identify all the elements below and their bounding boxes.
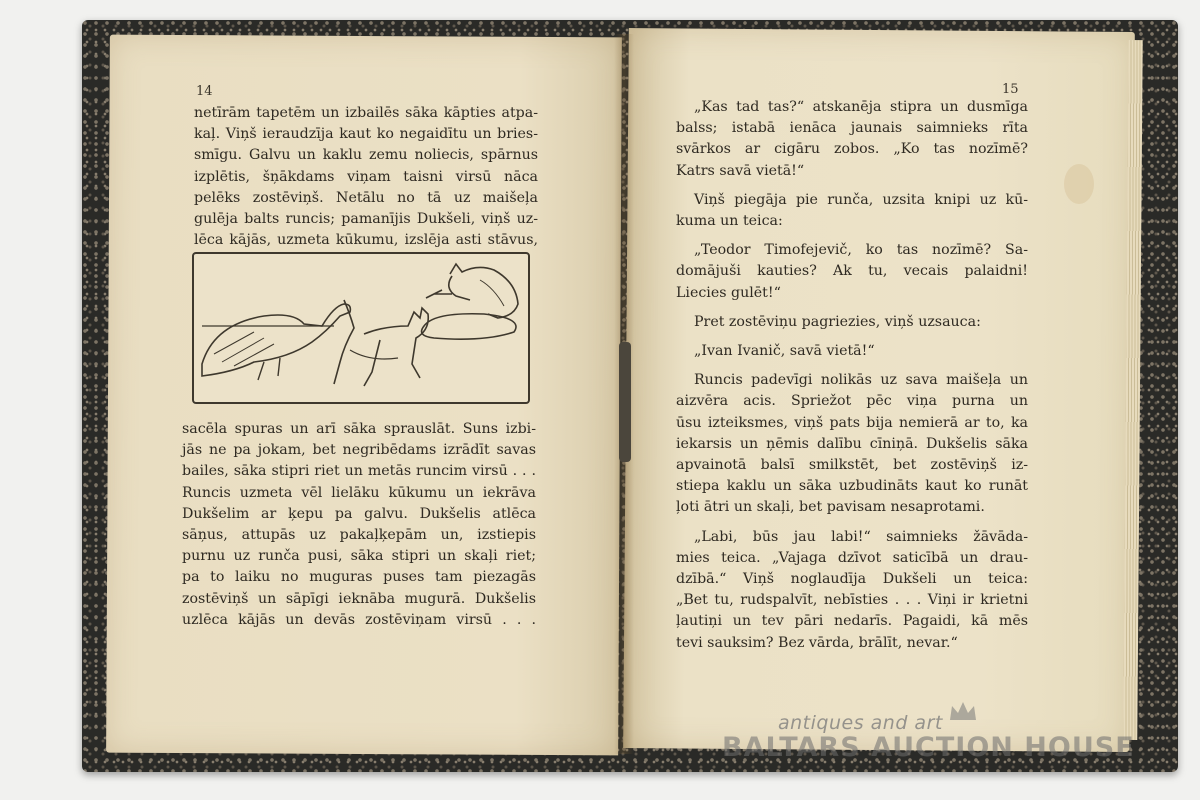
text-line: pa to laiku no muguras puses tam piezagās: [182, 569, 536, 586]
text-line: gulēja balts runcis; pamanījis Dukšeli, viņš uz-: [194, 211, 538, 228]
auction-watermark: [722, 712, 1142, 782]
text-line: kuma un teica:: [676, 213, 783, 230]
text-line: Pret zostēviņu pagriezies, viņš uzsauca:: [694, 313, 981, 330]
text-line: netīrām tapetēm un izbailēs sāka kāpties atpa-: [194, 105, 538, 121]
cat-fur-lines: [480, 280, 504, 306]
text-line: sāņus, attupās uz pakaļķepām un, izstiepis: [182, 527, 536, 544]
text-line: „Kas tad tas?“ atskanēja stipra un dusmīga: [694, 99, 1028, 115]
text-line: lēca kājās, uzmeta kūkumu, izslēja asti stāvus,: [194, 232, 538, 249]
illustration-drawing: [194, 254, 528, 402]
crown-icon: [948, 700, 978, 722]
text-line: Dukšelim ar ķepu pa galvu. Dukšelis atlēca: [182, 505, 536, 522]
text-line: „Bet tu, rudspalvīt, nebīsties . . . Viņi ir krietni: [676, 592, 1028, 609]
text-line: Katrs savā vietā!“: [676, 162, 805, 179]
text-line: bailes, sāka stipri riet un metās runcim virsū . . .: [182, 463, 536, 480]
text-line: tevi sauksim? Bez vārda, brālīt, nevar.“: [676, 634, 958, 651]
text-line: „Teodor Timofejevič, ko tas nozīmē? Sa-: [694, 242, 1028, 259]
left-page-top-text: [194, 103, 538, 251]
text-line: svārkos ar cigāru zobos. „Ko tas nozīmē?: [676, 141, 1028, 158]
text-line: Liecies gulēt!“: [676, 284, 781, 301]
text-line: sacēla spuras un arī sāka sprauslāt. Suns izbi-: [182, 421, 536, 437]
cat-shape: [426, 264, 518, 318]
text-line: ūsu izteiksmes, viņš pats bija nemierā ar to, ka: [676, 414, 1028, 431]
watermark-brand: BALTARS AUCTION HOUSE: [722, 732, 1135, 763]
text-line: domājuši kauties? Ak tu, vecais palaidni!: [676, 263, 1028, 280]
left-page-number: 14: [196, 84, 213, 99]
watermark-tagline: antiques and art: [778, 712, 943, 734]
text-line: iekarsis un ņēmis dalību cīniņā. Dukšelis sāka: [676, 435, 1028, 452]
text-line: „Ivan Ivanič, savā vietā!“: [694, 343, 875, 360]
text-line: purnu uz runča pusi, sāka stipri un skaļi riet;: [182, 548, 536, 565]
text-line: apvainotā balsī smilkstēt, bet zostēviņš iz-: [676, 457, 1028, 474]
right-page-text: [676, 97, 1028, 654]
text-line: mies teica. „Vajaga dzīvot saticībā un drau-: [676, 549, 1028, 566]
dog-fur-lines: [350, 350, 398, 359]
right-page-number: 15: [1002, 82, 1019, 97]
text-line: ļoti ātri un skaļi, bet pavisam nesaprotami.: [676, 499, 985, 516]
spine-tear: [619, 342, 631, 462]
left-page-bottom-text: [182, 419, 536, 631]
text-line: pelēks zostēviņš. Netālu no tā uz maišeļa: [194, 189, 538, 206]
text-line: kaļ. Viņš ieraudzīja kaut ko negaidītu un bries-: [194, 126, 538, 143]
goose-dog-cat-illustration: [192, 252, 530, 404]
text-line: Runcis padevīgi nolikās uz sava maišeļa un: [694, 372, 1028, 389]
goose-shape: [202, 304, 350, 376]
text-line: izplētis, šņākdams viņam taisni virsū nāca: [194, 168, 538, 185]
text-line: uzlēca kājās un devās zostēviņam virsū . . .: [182, 611, 536, 628]
text-line: dzībā.“ Viņš noglaudīja Dukšeli un teica:: [676, 571, 1028, 588]
paper-stain: [1064, 164, 1094, 204]
text-line: zostēviņš un sāpīgi ieknāba mugurā. Dukšelis: [182, 590, 536, 607]
text-line: aizvēra acis. Spriežot pēc viņa purna un: [676, 393, 1028, 410]
text-line: balss; istabā ienāca jaunais saimnieks rīta: [676, 120, 1028, 137]
text-line: jās ne pa jokam, bet negribēdams izrādīt savas: [182, 442, 536, 459]
text-line: ļautiņi un tev pāri nedarīs. Pagaidi, kā mēs: [676, 613, 1028, 630]
text-line: „Labi, būs jau labi!“ saimnieks žāvāda-: [694, 528, 1028, 545]
text-line: smīgu. Galvu un kaklu zemu noliecis, spārnus: [194, 147, 538, 164]
text-line: stiepa kaklu un sāka uzbudināts kaut ko runāt: [676, 478, 1028, 495]
text-line: Viņš piegāja pie runča, uzsita knipi uz kū-: [694, 191, 1028, 208]
text-line: Runcis uzmeta vēl lielāku kūkumu un iekrāva: [182, 484, 536, 501]
